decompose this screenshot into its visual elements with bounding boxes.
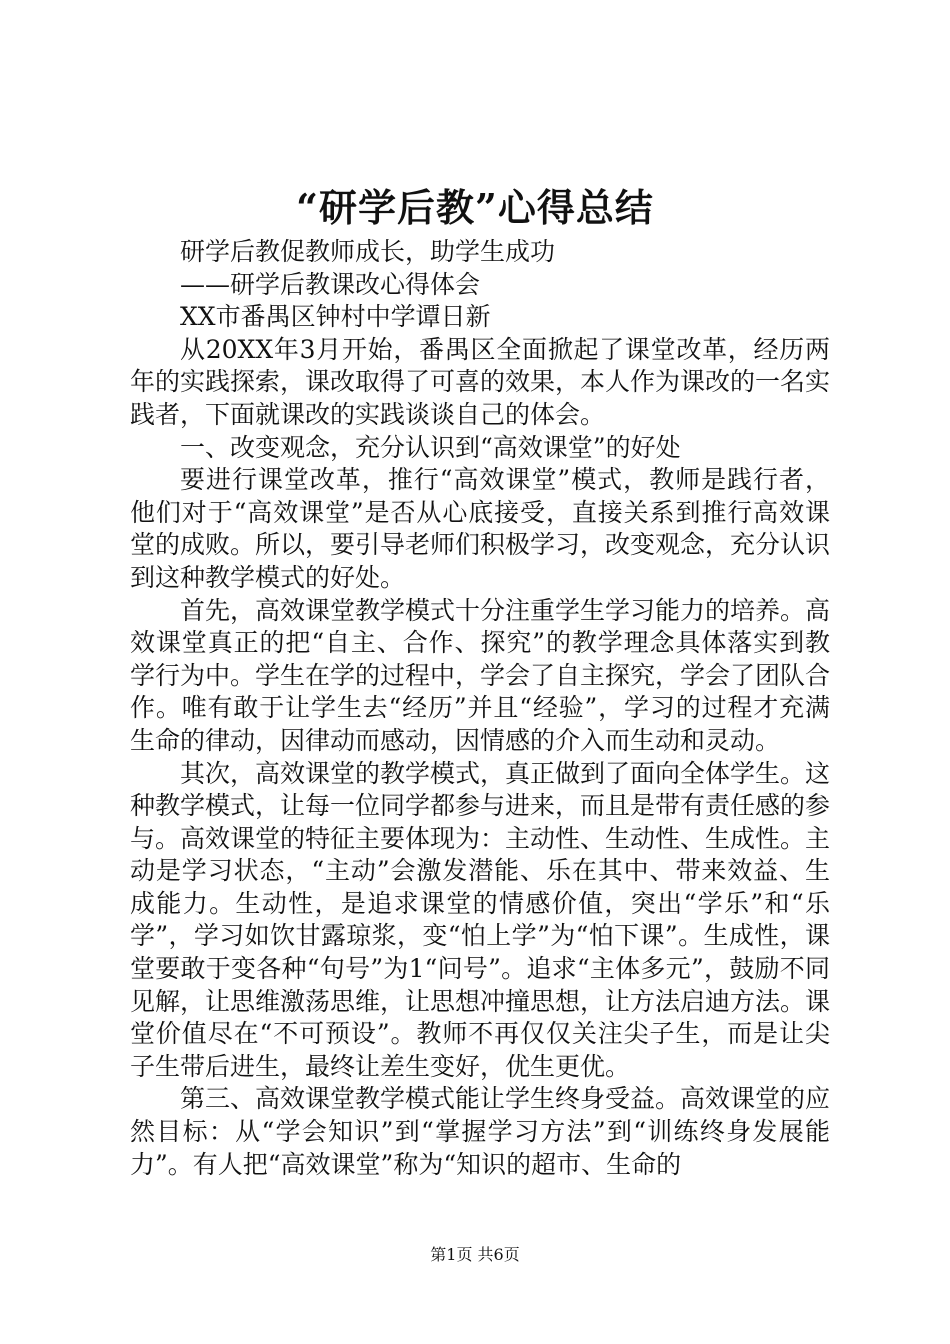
paragraph-body: 首先，高效课堂教学模式十分注重学生学习能力的培养。高效课堂真正的把“自主、合作、探究”的教学理念具体落实到教学行为中。学生在学的过程中，学会了自主探究，学会了团队合作。唯有敢于让学生去“经历”并且“经验”，学习的过程才充满生命的律动，因律动而感动，因情感的介入而生动和灵动。 [130,595,831,755]
document-title: “研学后教”心得总结 [296,185,654,230]
paragraph-body: 第三、高效课堂教学模式能让学生终身受益。高效课堂的应然目标：从“学会知识”到“掌握学习方法”到“训练终身发展能力”。有人把“高效课堂”称为“知识的超市、生命的 [130,1084,831,1179]
paragraph-body: 要进行课堂改革，推行“高效课堂”模式，教师是践行者，他们对于“高效课堂”是否从心底接受，直接关系到推行高效课堂的成败。所以，要引导老师们积极学习，改变观念，充分认识到这种教学模式的好处。 [130,465,831,592]
paragraph-subtitle: 研学后教促教师成长，助学生成功 [180,237,556,266]
section-heading: 一、改变观念，充分认识到“高效课堂”的好处 [180,432,681,462]
paragraph-subheading: ——研学后教课改心得体会 [180,269,481,299]
document-body [130,236,830,1181]
paragraph-body: 其次，高效课堂的教学模式，真正做到了面向全体学生。这种教学模式，让每一位同学都参与进来，而且是带有责任感的参与。高效课堂的特征主要体现为：主动性、生动性、生成性。主动是学习状态，“主动”会激发潜能、乐在其中、带来效益、生成能力。生动性，是追求课堂的情感价值，突出“学乐”和“乐学”，学习如饮甘露琼浆，变“怕上学”为“怕下课”。生成性，课堂要敢于变各种“句号”为1“问号”。追求“主体多元”，鼓励不同见解，让思维激荡思维，让思想冲撞思想，让方法启迪方法。课堂价值尽在“不可预设”。教师不再仅仅关注尖子生，而是让尖子生带后进生，最终让差生变好，优生更优。 [130,758,831,1081]
paragraph-intro: 从20XX年3月开始，番禺区全面掀起了课堂改革，经历两年的实践探索，课改取得了可喜的效果，本人作为课改的一名实践者，下面就课改的实践谈谈自己的体会。 [130,334,831,429]
page-footer: 第1页 共6页 [430,1245,520,1264]
paragraph-author: XX市番禺区钟村中学谭日新 [180,302,491,332]
